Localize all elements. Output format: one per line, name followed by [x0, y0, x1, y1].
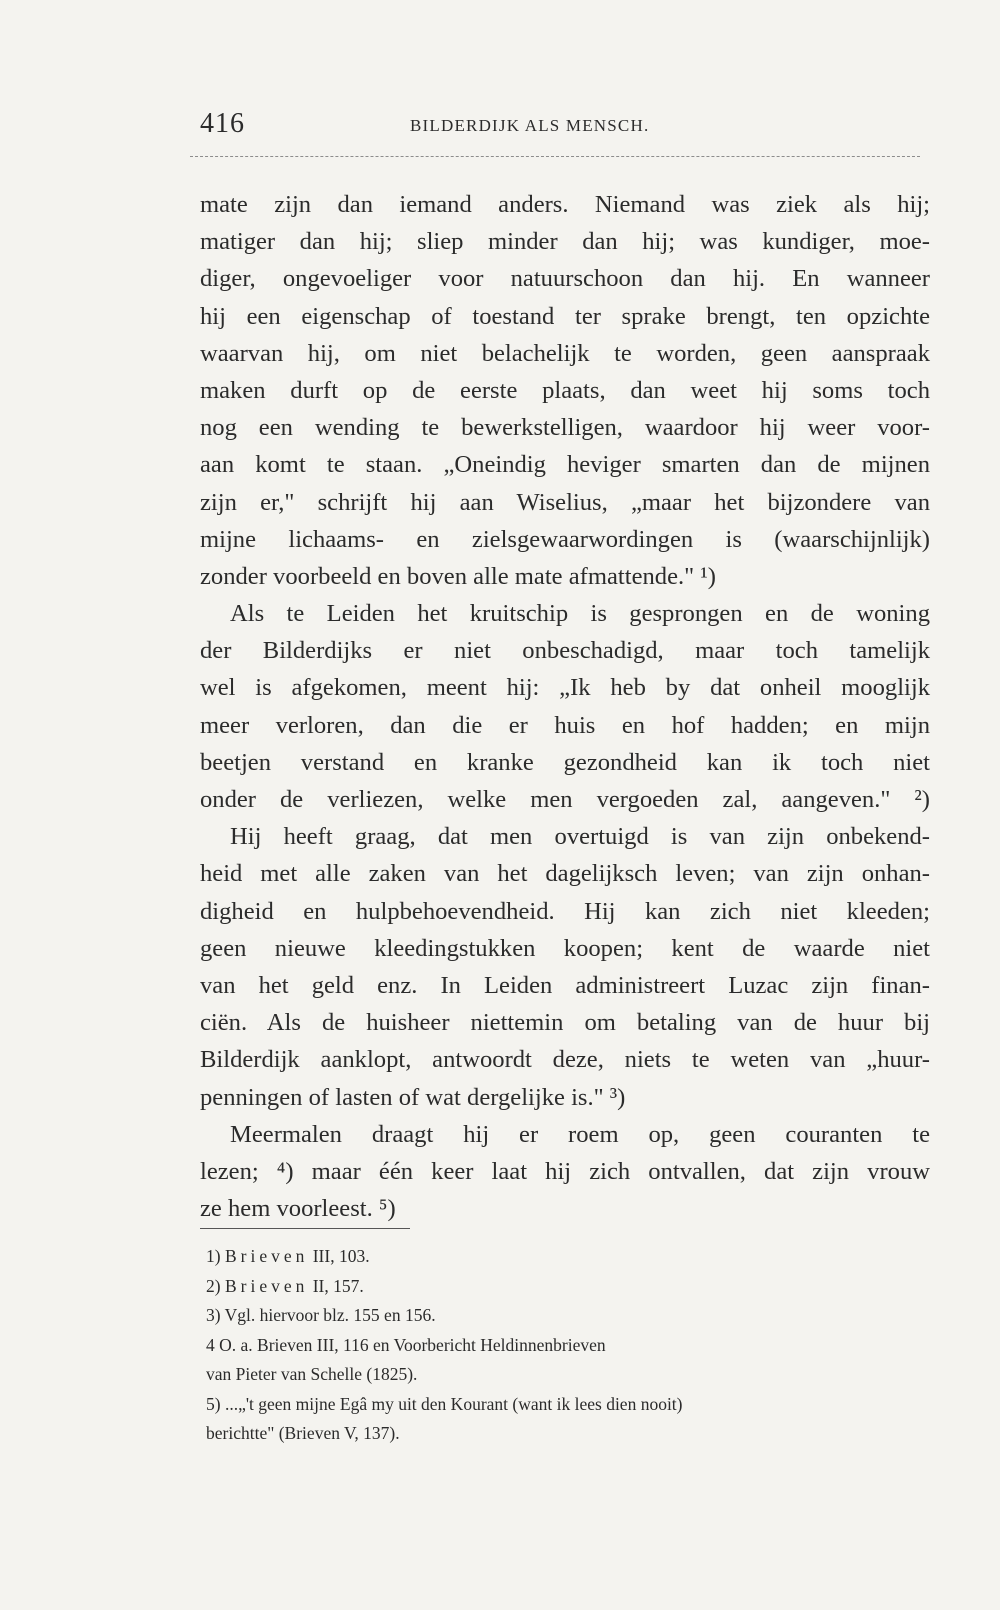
footnote-text: III, 103.	[308, 1246, 370, 1266]
text-line: Als te Leiden het kruitschip is gesprongen en de woning	[230, 600, 930, 628]
text-line: matiger dan hij; sliep minder dan hij; was kundiger, moe-	[200, 228, 930, 256]
footnote-source: Brieven	[224, 1275, 309, 1296]
text-line: mate zijn dan iemand anders. Niemand was ziek als hij;	[200, 191, 930, 218]
footnotes	[206, 1242, 936, 1449]
text-line: ciën. Als de huisheer niettemin om betaling van de huur bij	[200, 1009, 930, 1037]
text-line: Hij heeft graag, dat men overtuigd is van zijn onbekend-	[230, 823, 930, 851]
footnote	[206, 1272, 936, 1302]
footnote-number: 3)	[206, 1305, 221, 1325]
text-line: meer verloren, dan die er huis en hof hadden; en mijn	[200, 711, 930, 739]
footnote-text: van Pieter van Schelle (1825).	[206, 1364, 418, 1384]
body-text	[200, 186, 930, 1227]
text-line: aan komt te staan. „Oneindig heviger smarten dan de mijnen	[200, 451, 930, 479]
footnote-text: berichtte" (Brieven V, 137).	[206, 1423, 400, 1443]
footnote-text: ...„'t geen mijne Egâ my uit den Kourant (want ik lees dien nooit)	[220, 1393, 683, 1414]
footnote-text: II, 157.	[308, 1275, 364, 1296]
text-line: mijne lichaams- en zielsgewaarwordingen is (waarschijnlijk)	[200, 525, 930, 553]
text-line: Meermalen draagt hij er roem op, geen couranten te	[230, 1120, 930, 1148]
text-line: digheid en hulpbehoevendheid. Hij kan zich niet kleeden;	[200, 897, 930, 925]
text-line: onder de verliezen, welke men vergoeden zal, aangeven." ²)	[200, 786, 930, 813]
page-header	[200, 108, 920, 148]
footnote-number: 2)	[206, 1275, 221, 1296]
footnote-rule	[200, 1228, 410, 1229]
footnote	[206, 1331, 936, 1361]
footnote-continuation	[206, 1360, 936, 1390]
footnote-source: Brieven	[224, 1246, 309, 1266]
text-line: diger, ongevoeliger voor natuurschoon dan hij. En wanneer	[200, 265, 930, 293]
text-line: heid met alle zaken van het dagelijksch leven; van zijn onhan-	[200, 860, 930, 888]
footnote-number: 4	[206, 1334, 215, 1355]
running-head: BILDERDIJK ALS MENSCH.	[410, 116, 650, 135]
text-line: beetjen verstand en kranke gezondheid kan ik toch niet	[200, 748, 930, 776]
footnote-text: O. a. Brieven III, 116 en Voorbericht Heldinnenbrieven	[214, 1334, 606, 1355]
footnote-number: 1)	[206, 1246, 221, 1266]
text-line: lezen; ⁴) maar één keer laat hij zich ontvallen, dat zijn vrouw	[200, 1157, 930, 1185]
footnote-continuation	[206, 1419, 936, 1449]
text-line: der Bilderdijks er niet onbeschadigd, maar toch tamelijk	[200, 637, 930, 665]
text-line: zonder voorbeeld en boven alle mate afmattende." ¹)	[200, 562, 716, 590]
text-line: Bilderdijk aanklopt, antwoordt deze, niets te weten van „huur-	[200, 1046, 930, 1074]
page-number: 416	[200, 108, 245, 139]
text-line: wel is afgekomen, meent hij: „Ik heb by dat onheil mooglijk	[200, 674, 930, 702]
text-line: penningen of lasten of wat dergelijke is." ³)	[200, 1083, 626, 1111]
text-line: nog een wending te bewerkstelligen, waardoor hij weer voor-	[200, 414, 930, 442]
footnote-number: 5)	[206, 1393, 221, 1414]
text-line: van het geld enz. In Leiden administreert Luzac zijn finan-	[200, 971, 930, 999]
header-rule	[190, 156, 920, 159]
footnote	[206, 1390, 936, 1420]
text-line: hij een eigenschap of toestand ter sprake brengt, ten opzichte	[200, 302, 930, 330]
text-line: maken durft op de eerste plaats, dan weet hij soms toch	[200, 376, 930, 404]
footnote-text: Vgl. hiervoor blz. 155 en 156.	[220, 1305, 436, 1325]
footnote	[206, 1242, 936, 1272]
text-line: zijn er," schrijft hij aan Wiselius, „maar het bijzondere van	[200, 488, 930, 516]
text-line: waarvan hij, om niet belachelijk te worden, geen aanspraak	[200, 339, 930, 367]
text-line: geen nieuwe kleedingstukken koopen; kent de waarde niet	[200, 934, 930, 962]
footnote	[206, 1301, 936, 1331]
text-line: ze hem voorleest. ⁵)	[200, 1195, 396, 1223]
